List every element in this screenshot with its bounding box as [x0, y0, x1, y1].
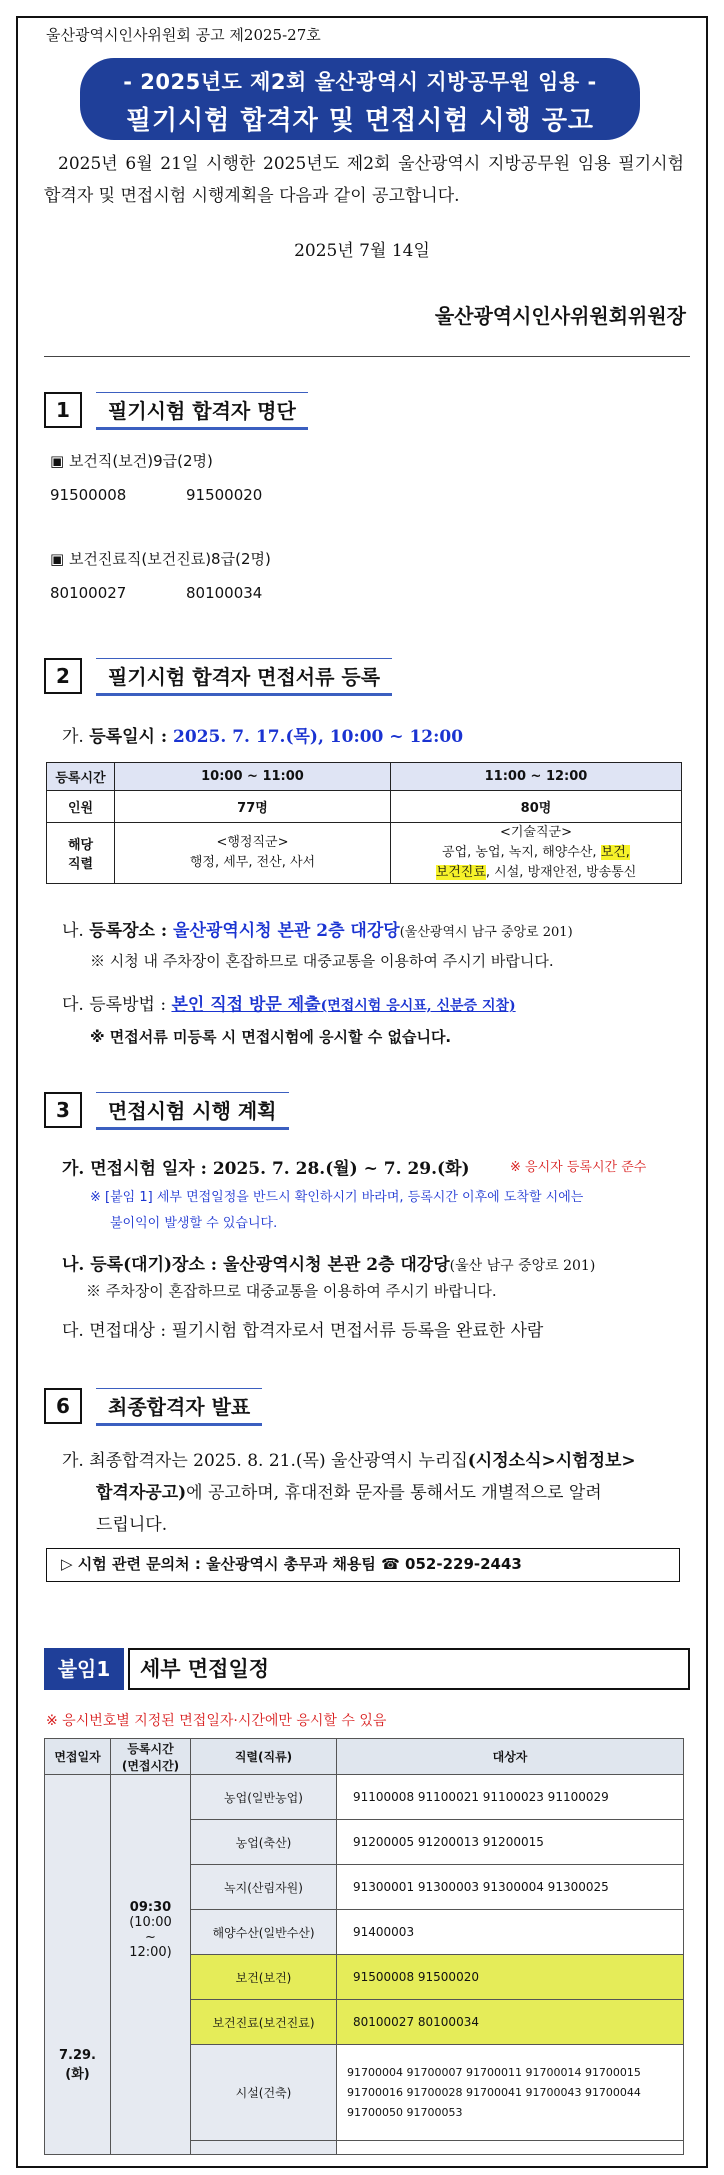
header-cell: 대상자 — [337, 1739, 684, 1775]
registration-datetime-value: 2025. 7. 17.(목), 10:00 ~ 12:00 — [173, 727, 464, 747]
intro-paragraph: 2025년 6월 21일 시행한 2025년도 제2회 울산광역시 지방공무원 임용 필기시험 합격자 및 면접시험 시행계획을 다음과 같이 공고합니다. — [44, 154, 684, 206]
interview-date: 가. 면접시험 일자 : 2025. 7. 28.(월) ~ 7. 29.(화) — [62, 1159, 470, 1179]
divider — [44, 356, 690, 357]
item-prefix: 가. — [62, 727, 90, 747]
item-label: 등록일시 : — [89, 727, 174, 747]
date-line: (화) — [65, 2066, 90, 2082]
registration-time: 09:30 — [129, 1899, 172, 1915]
section-number: 2 — [44, 658, 82, 694]
parking-note: ※ 시청 내 주차장이 혼잡하므로 대중교통을 이용하여 주시기 바랍니다. — [90, 952, 554, 970]
header-cell: 10:00 ~ 11:00 — [115, 763, 391, 791]
header-line: 등록시간 — [127, 1741, 174, 1756]
row-label: 인원 — [47, 791, 115, 823]
registration-place-value: 울산광역시청 본관 2층 대강당 — [173, 921, 400, 941]
attachment-title: 세부 면접일정 — [128, 1648, 690, 1690]
target-line: 91700016 91700028 91700041 91700043 91700044 — [347, 2085, 641, 2099]
signer: 울산광역시인사위원회위원장 — [434, 304, 686, 328]
header-cell: 등록시간 — [47, 763, 115, 791]
registration-method-note: (면접시험 응시표, 신분증 지참) — [320, 998, 516, 1014]
header-cell: 면접일자 — [45, 1739, 111, 1775]
target-cell: 91100008 91100021 91100023 91100029 — [337, 1775, 684, 1820]
item-prefix: 나. — [62, 921, 90, 941]
count-cell: 80명 — [391, 791, 682, 823]
registration-method — [62, 990, 516, 1015]
interview-time-line: (10:00 — [129, 1914, 172, 1930]
section-number: 6 — [44, 1388, 82, 1424]
job-cell: 녹지(산림자원) — [191, 1865, 337, 1910]
header-cell — [111, 1739, 191, 1775]
notice-number: 울산광역시인사위원회 공고 제2025-27호 — [46, 26, 321, 44]
job-cell-tech — [391, 823, 682, 884]
job-group: <기술직군> — [499, 825, 573, 840]
section-title: 면접시험 시행 계획 — [96, 1092, 289, 1130]
inquiry-box: ▷ 시험 관련 문의처 : 울산광역시 총무과 채용팀 ☎ 052-229-2443 — [46, 1548, 680, 1582]
job-highlight: 보건진료 — [435, 865, 486, 880]
target-cell: 91400003 — [337, 1910, 684, 1955]
candidate-number: 80100034 — [186, 584, 263, 602]
address-note: (울산 남구 중앙로 201) — [449, 1258, 596, 1274]
group-label: ▣ 보건진료직(보건진료)8급(2명) — [50, 550, 271, 568]
row-label-line: 해당 — [67, 838, 94, 853]
time-cell — [111, 1775, 191, 2155]
parking-note: ※ 주차장이 혼잡하므로 대중교통을 이용하여 주시기 바랍니다. — [86, 1282, 497, 1300]
job-list: 행정, 세무, 전산, 사서 — [189, 855, 316, 870]
title-banner — [80, 58, 640, 140]
job-cell: 농업(축산) — [191, 1820, 337, 1865]
interview-place-value: 나. 등록(대기)장소 : 울산광역시청 본관 2층 대강당 — [62, 1255, 450, 1275]
section-title: 최종합격자 발표 — [96, 1388, 262, 1426]
final-announcement-line — [96, 1478, 602, 1503]
group-label: ▣ 보건직(보건)9급(2명) — [50, 452, 213, 470]
row-label — [47, 823, 115, 884]
registration-method-value: 본인 직접 방문 제출 — [171, 995, 321, 1015]
job-highlight: 보건, — [600, 845, 630, 860]
date-line: 7.29. — [58, 2047, 96, 2063]
target-cell: 91500008 91500020 — [337, 1955, 684, 2000]
job-list — [391, 843, 681, 863]
header-cell: 직렬(직류) — [191, 1739, 337, 1775]
announcement-path: (시정소식>시험정보> — [467, 1451, 636, 1471]
interview-time-line: 12:00) — [129, 1944, 172, 1960]
registration-table — [46, 762, 682, 884]
candidate-number: 91500020 — [186, 486, 263, 504]
announcement-path: 합격자공고) — [96, 1483, 187, 1503]
job-text: 공업, 농업, 녹지, 해양수산, — [442, 845, 601, 860]
announcement-text: 에 공고하며, 휴대전화 문자를 통해서도 개별적으로 알려 — [186, 1483, 602, 1503]
section-title: 필기시험 합격자 면접서류 등록 — [96, 658, 392, 696]
announcement-text: 가. 최종합격자는 2025. 8. 21.(목) 울산광역시 누리집 — [62, 1451, 468, 1471]
interview-date-note: ※ 응시자 등록시간 준수 — [510, 1160, 647, 1175]
header-line: (면접시간) — [121, 1758, 180, 1773]
target-cell — [337, 2045, 684, 2141]
job-cell: 해양수산(일반수산) — [191, 1910, 337, 1955]
target-cell — [337, 2141, 684, 2155]
job-cell-admin — [115, 823, 391, 884]
interview-date-cell — [45, 1775, 111, 2155]
section-title: 필기시험 합격자 명단 — [96, 392, 308, 430]
job-cell: 보건진료(보건진료) — [191, 2000, 337, 2045]
final-announcement-line: 드립니다. — [96, 1515, 168, 1535]
notice-date: 2025년 7월 14일 — [294, 241, 430, 261]
address-note: (울산광역시 남구 중앙로 201) — [399, 925, 573, 940]
job-cell: 보건(보건) — [191, 1955, 337, 2000]
interview-schedule-table — [44, 1738, 684, 2155]
registration-datetime — [62, 722, 463, 747]
attachment-note: ※ 응시번호별 지정된 면접일자·시간에만 응시할 수 있음 — [46, 1713, 387, 1729]
item-label: 등록장소 : — [89, 921, 174, 941]
target-line: 91700050 91700053 — [347, 2105, 463, 2119]
candidate-number: 91500008 — [50, 486, 127, 504]
job-list — [391, 863, 681, 883]
target-cell: 91300001 91300003 91300004 91300025 — [337, 1865, 684, 1910]
interview-target: 다. 면접대상 : 필기시험 합격자로서 면접서류 등록을 완료한 사람 — [62, 1321, 544, 1341]
attachment-tag: 붙임1 — [44, 1648, 124, 1690]
candidate-number: 80100027 — [50, 584, 127, 602]
banner-title: 필기시험 합격자 및 면접시험 시행 공고 — [125, 106, 595, 136]
interview-place — [62, 1250, 595, 1275]
job-cell — [191, 2141, 337, 2155]
target-cell: 91200005 91200013 91200015 — [337, 1820, 684, 1865]
job-text: , 시설, 방재안전, 방송통신 — [485, 865, 637, 880]
job-cell: 농업(일반농업) — [191, 1775, 337, 1820]
section-number: 3 — [44, 1092, 82, 1128]
final-announcement-line — [62, 1446, 636, 1471]
job-group: <행정직군> — [216, 835, 289, 850]
section-number: 1 — [44, 392, 82, 428]
registration-place — [62, 916, 573, 941]
target-line: 91700004 91700007 91700011 91700014 91700015 — [347, 2065, 641, 2079]
job-cell: 시설(건축) — [191, 2045, 337, 2141]
interview-time-line: ~ — [145, 1929, 156, 1945]
schedule-note: ※ [붙임 1] 세부 면접일정을 반드시 확인하시기 바라며, 등록시간 이후에 도착할 시에는 — [90, 1190, 584, 1205]
row-label-line: 직렬 — [67, 857, 94, 872]
header-cell: 11:00 ~ 12:00 — [391, 763, 682, 791]
schedule-note: 불이익이 발생할 수 있습니다. — [110, 1216, 278, 1231]
banner-subtitle: - 2025년도 제2회 울산광역시 지방공무원 임용 - — [123, 70, 597, 94]
item-label: 다. 등록방법 : — [62, 995, 172, 1015]
count-cell: 77명 — [115, 791, 391, 823]
target-cell: 80100027 80100034 — [337, 2000, 684, 2045]
warning-note: ※ 면접서류 미등록 시 면접시험에 응시할 수 없습니다. — [90, 1028, 452, 1046]
